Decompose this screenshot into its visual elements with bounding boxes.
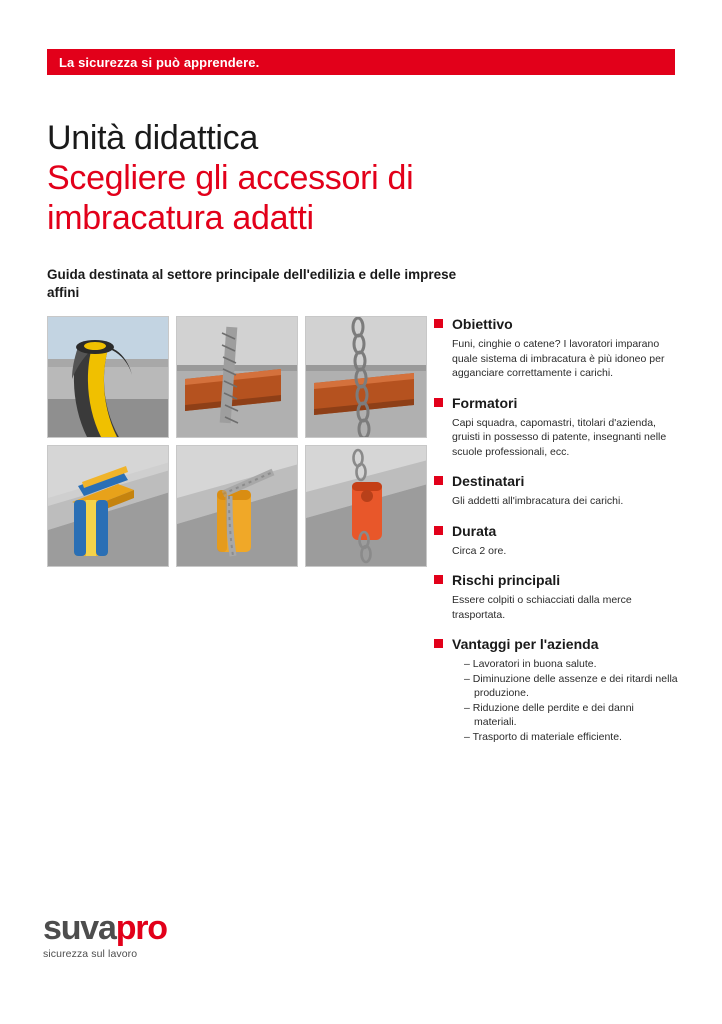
info-head — [434, 316, 679, 333]
list-item: – Lavoratori in buona salute. — [464, 658, 597, 670]
advantages-list — [464, 657, 679, 744]
list-item: – Trasporto di materiale efficiente. — [464, 730, 622, 743]
banner-text: La sicurezza si può apprendere. — [59, 54, 260, 70]
image-row-1 — [47, 316, 427, 438]
info-body: Essere colpiti o schiacciati dalla merce trasportata. — [452, 594, 632, 621]
info-head — [434, 572, 679, 589]
info-head — [434, 473, 679, 490]
image-row-2 — [47, 445, 427, 567]
info-title: Formatori — [452, 394, 518, 411]
list-item: – Riduzione delle perdite e dei danni materiali. — [464, 701, 634, 728]
info-body: Funi, cinghie o catene? I lavoratori imparano quale sistema di imbracatura è più idoneo per agganciare correttamente i carichi. — [452, 338, 665, 379]
image-chain-on-beam — [305, 316, 427, 438]
info-column — [434, 316, 679, 758]
top-banner — [47, 49, 675, 75]
logo-pro-text: pro — [115, 909, 167, 947]
info-body: Circa 2 ore. — [452, 544, 507, 557]
list-item: – Diminuzione delle assenze e dei ritardi nella produzione. — [464, 672, 678, 699]
square-bullet-icon — [434, 319, 443, 328]
info-title: Obiettivo — [452, 316, 513, 332]
square-bullet-icon — [434, 476, 443, 485]
info-item-destinatari — [434, 473, 679, 509]
info-title: Durata — [452, 522, 497, 539]
image-wire-rope-on-beam — [176, 316, 298, 438]
info-title: Rischi principali — [452, 572, 561, 588]
suvapro-logo — [43, 910, 167, 960]
logo-tagline: sicurezza sul lavoro — [43, 948, 138, 960]
square-bullet-icon — [434, 526, 443, 535]
info-head — [434, 523, 679, 540]
info-item-durata — [434, 523, 679, 559]
logo-suva-text: suva — [43, 909, 116, 947]
info-item-obiettivo — [434, 316, 679, 381]
info-head — [434, 395, 679, 412]
info-item-formatori — [434, 395, 679, 460]
logo-wordmark — [43, 910, 167, 946]
image-edge-protector-chain — [305, 445, 427, 567]
title-line-2: Scegliere gli accessori di — [47, 159, 414, 197]
image-sling-round-on-load — [47, 316, 169, 438]
info-item-vantaggi — [434, 636, 679, 744]
info-item-rischi-principali — [434, 572, 679, 622]
page-title — [47, 118, 517, 238]
info-head — [434, 636, 679, 653]
image-grid — [47, 316, 427, 574]
title-line-1: Unità didattica — [47, 119, 258, 157]
square-bullet-icon — [434, 639, 443, 648]
image-edge-protector-textile — [47, 445, 169, 567]
info-body: Gli addetti all'imbracatura dei carichi. — [452, 495, 624, 507]
square-bullet-icon — [434, 575, 443, 584]
info-title: Destinatari — [452, 473, 525, 489]
image-edge-protector-rope — [176, 445, 298, 567]
info-body: Capi squadra, capomastri, titolari d'azienda, gruisti in possesso di patente, insegnanti nelle scuole professionali, ecc. — [452, 416, 667, 458]
page-subtitle: Guida destinata al settore principale dell'edilizia e delle imprese affini — [47, 267, 457, 300]
title-line-3: imbracatura adatti — [47, 199, 314, 237]
info-title: Vantaggi per l'azienda — [452, 636, 599, 652]
square-bullet-icon — [434, 398, 443, 407]
